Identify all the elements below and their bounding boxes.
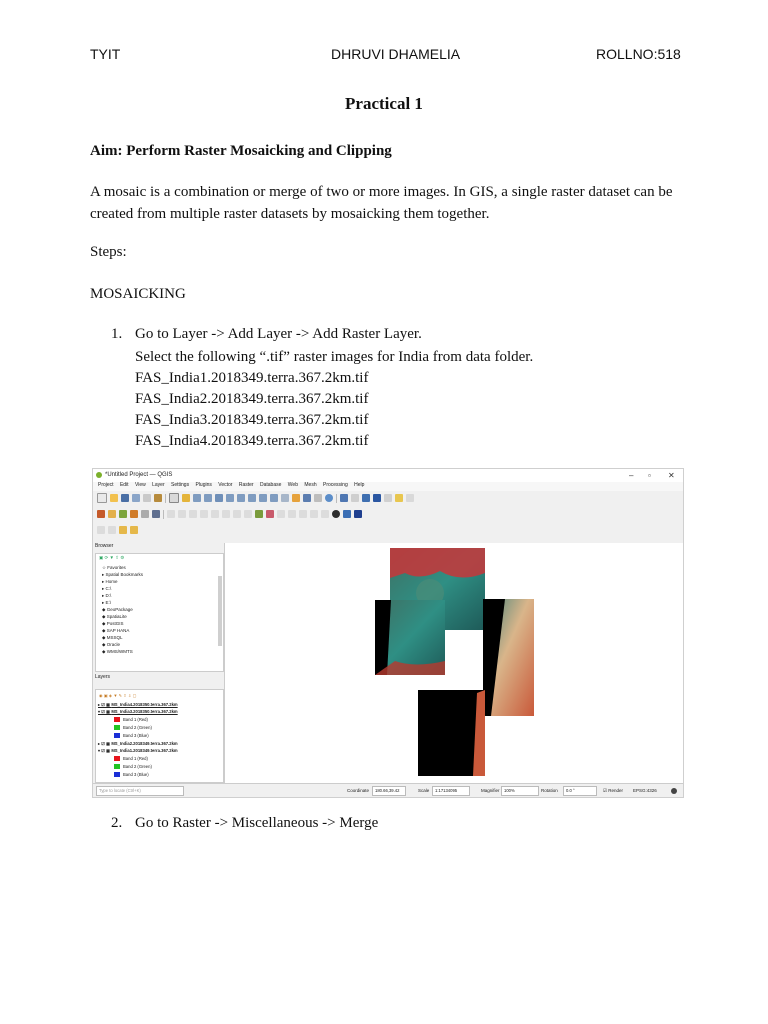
temporal-icon[interactable] (314, 494, 322, 502)
toolbar-separator (336, 494, 337, 503)
label-move-icon (277, 510, 285, 518)
menu-web[interactable]: Web (287, 482, 298, 488)
browser-toolbar: ▣ ⟳ ▼ ⇧ ⚙ (99, 555, 125, 560)
file-item: FAS_India2.2018349.terra.367.2km.tif (135, 391, 369, 407)
header-right: ROLLNO:518 (596, 46, 681, 62)
model-icon[interactable] (108, 526, 116, 534)
toolbar-separator (163, 510, 164, 519)
file-item: FAS_India4.2018349.terra.367.2km.tif (135, 433, 369, 449)
band-red-swatch (114, 756, 120, 761)
intro-paragraph (90, 181, 690, 225)
page-title: Practical 1 (345, 94, 423, 113)
zoom-native-icon[interactable] (248, 494, 256, 502)
magnifier-label: Magnifier (481, 788, 500, 793)
paste-icon (211, 510, 219, 518)
status-bar (93, 783, 683, 798)
menu-help[interactable]: Help (354, 482, 365, 488)
band-item: Band 1 (Red) (114, 717, 148, 722)
raster-mosaic (225, 543, 683, 783)
browser-item[interactable]: ◆ SAP HANA (102, 628, 130, 633)
zoom-out-icon[interactable] (204, 494, 212, 502)
label-pin-icon[interactable] (255, 510, 263, 518)
qgis-screenshot (92, 468, 684, 798)
aim-heading: Aim: Perform Raster Mosaicking and Clipping (90, 143, 392, 159)
diagram-tool-icon (321, 510, 329, 518)
band-green-swatch (114, 725, 120, 730)
browser-item[interactable]: ◆ PostGIS (102, 621, 124, 626)
menu-vector[interactable]: Vector (218, 482, 233, 488)
file-item: FAS_India3.2018349.terra.367.2km.tif (135, 412, 369, 428)
redo-icon (233, 510, 241, 518)
intro-line-1: A mosaic is a combination or merge of two or more images. In GIS, a single raster dataset can be (90, 184, 673, 200)
style-manager-icon[interactable] (154, 494, 162, 502)
menu-raster[interactable]: Raster (238, 482, 254, 488)
new-project-icon[interactable] (97, 493, 107, 503)
print-layout-icon[interactable] (143, 494, 151, 502)
menu-settings[interactable]: Settings (171, 482, 190, 488)
browser-item[interactable]: ◆ SpatiaLite (102, 614, 127, 619)
new-map-view-icon[interactable] (281, 494, 289, 502)
coordinate-label: Coordinate (347, 788, 370, 793)
band-item: Band 1 (Red) (114, 756, 148, 761)
data-source-manager-icon[interactable] (97, 510, 105, 518)
menu-project[interactable]: Project (98, 482, 114, 488)
browser-item[interactable]: ▸ Spatial Bookmarks (102, 572, 144, 577)
sum-sigma-icon[interactable] (373, 494, 381, 502)
annotation-icon[interactable] (395, 494, 403, 502)
map-canvas[interactable] (224, 543, 683, 783)
window-title: *Untitled Project — QGIS (105, 472, 173, 478)
toolbar-row-2 (97, 508, 362, 520)
processing-toolbox-icon[interactable] (97, 526, 105, 534)
band-red-swatch (114, 717, 120, 722)
render-checkbox[interactable]: ☑ Render (603, 788, 624, 793)
layers-panel-title: Layers (95, 674, 111, 680)
rotation-field[interactable]: 0.0 ° (563, 786, 597, 796)
menu-database[interactable]: Database (259, 482, 282, 488)
steps-label: Steps: (90, 244, 127, 260)
step-1-text: Go to Layer -> Add Layer -> Add Raster Layer. (135, 326, 422, 342)
minimize-button[interactable]: – (629, 471, 634, 480)
add-group-icon[interactable] (130, 526, 138, 534)
locator-search-input[interactable]: Type to locate (Ctrl+K) (96, 786, 184, 796)
menu-edit[interactable]: Edit (119, 482, 129, 488)
band-green-swatch (114, 764, 120, 769)
layer-item[interactable]: ▸ ☑ ▦ MS_India4.2018350.terra.367.2km (98, 702, 178, 707)
maximize-button[interactable]: ▫ (648, 471, 651, 480)
crs-button[interactable]: EPSG:4326 (633, 788, 657, 793)
identify-icon[interactable] (340, 494, 348, 502)
browser-panel (95, 553, 224, 672)
zoom-layer-icon[interactable] (237, 494, 245, 502)
copy-icon (200, 510, 208, 518)
browser-panel-title: Browser (95, 543, 114, 549)
browser-item[interactable]: ▸ Home (102, 579, 118, 584)
coordinate-field[interactable]: 180.66,39.42 (372, 786, 406, 796)
text-annotation-icon[interactable] (406, 494, 414, 502)
label-change-icon (299, 510, 307, 518)
plugin-icon[interactable] (343, 510, 351, 518)
open-folder-icon[interactable] (110, 494, 118, 502)
pan-hand-icon[interactable] (169, 493, 179, 503)
rotation-label: Rotation (541, 788, 558, 793)
refresh-icon[interactable] (325, 494, 333, 502)
browser-item[interactable]: ☆ Favorites (102, 565, 126, 570)
label-highlight-icon[interactable] (266, 510, 274, 518)
select-icon[interactable] (351, 494, 359, 502)
close-button[interactable]: ✕ (668, 471, 675, 480)
zoom-last-icon[interactable] (259, 494, 267, 502)
band-blue-swatch (114, 733, 120, 738)
move-feature-icon (167, 510, 175, 518)
raster-tile-west (375, 600, 445, 675)
scale-label: Scale (418, 788, 430, 793)
browser-item[interactable]: ▸ D:\ (102, 593, 112, 598)
metasearch-icon[interactable] (354, 510, 362, 518)
zoom-selection-icon[interactable] (226, 494, 234, 502)
messages-icon[interactable] (671, 788, 677, 794)
menu-plugins[interactable]: Plugins (195, 482, 212, 488)
browser-item[interactable]: ◆ GeoPackage (102, 607, 133, 612)
layer-item[interactable]: ▾ ☑ ▦ MS_India1.2018349.terra.367.2km (98, 748, 178, 753)
menu-layer[interactable]: Layer (152, 482, 165, 488)
label-show-hide-icon (310, 510, 318, 518)
step-1-detail: Select the following “.tif” raster images for India from data folder. (135, 349, 534, 365)
raster-tile-south (418, 690, 485, 776)
toolbar-row-3 (97, 524, 138, 536)
menu-view[interactable]: View (134, 482, 146, 488)
browser-item[interactable]: ◆ WMS/WMTS (102, 649, 133, 654)
bookmark-icon[interactable] (292, 494, 300, 502)
undo-icon (222, 510, 230, 518)
label-tool-icon (244, 510, 252, 518)
browser-item[interactable]: ◆ MSSQL (102, 635, 123, 640)
measure-icon[interactable] (384, 494, 392, 502)
label-rotate-icon (288, 510, 296, 518)
band-blue-swatch (114, 772, 120, 777)
menu-mesh[interactable]: Mesh (304, 482, 317, 488)
band-item: Band 3 (Blue) (114, 733, 149, 738)
intro-line-2: created from multiple raster datasets by mosaicking them together. (90, 206, 490, 222)
zoom-in-icon[interactable] (193, 494, 201, 502)
zoom-full-icon[interactable] (215, 494, 223, 502)
new-shapefile-icon[interactable] (108, 510, 116, 518)
step-2-number: 2. (111, 815, 123, 831)
show-bookmarks-icon[interactable] (303, 494, 311, 502)
raster-tile-east (483, 599, 534, 716)
save-as-icon[interactable] (132, 494, 140, 502)
band-item: Band 2 (Green) (114, 764, 152, 769)
browser-item[interactable]: ▸ C:\ (102, 586, 112, 591)
layers-toolbar: ◉ ▣ ◈ ▼ ✎ ⇧ ⇩ ▢ (99, 693, 137, 698)
zoom-next-icon[interactable] (270, 494, 278, 502)
band-item: Band 2 (Green) (114, 725, 152, 730)
toolbar-separator (165, 494, 166, 503)
edit-pencil-icon[interactable] (130, 510, 138, 518)
add-feature-icon[interactable] (141, 510, 149, 518)
menu-processing[interactable]: Processing (323, 482, 348, 488)
step-1-number: 1. (111, 326, 123, 342)
add-layer-icon[interactable] (119, 526, 127, 534)
save-icon[interactable] (121, 494, 129, 502)
digitize-icon[interactable] (119, 510, 127, 518)
browser-scrollbar[interactable] (218, 576, 222, 646)
qgis-logo-icon (96, 472, 102, 478)
delete-feature-icon (178, 510, 186, 518)
header-left: TYIT (90, 46, 121, 62)
vertex-tool-icon[interactable] (152, 510, 160, 518)
cut-icon (189, 510, 197, 518)
python-console-icon[interactable] (332, 510, 340, 518)
band-item: Band 3 (Blue) (114, 772, 149, 777)
pan-to-selection-icon[interactable] (182, 494, 190, 502)
step-2-text: Go to Raster -> Miscellaneous -> Merge (135, 815, 379, 831)
settings-gear-icon[interactable] (362, 494, 370, 502)
scale-field[interactable]: 1:17134095 (432, 786, 470, 796)
browser-item[interactable]: ▸ E:\ (102, 600, 112, 605)
browser-item[interactable]: ◆ Oracle (102, 642, 120, 647)
header-center: DHRUVI DHAMELIA (331, 46, 461, 62)
file-item: FAS_India1.2018349.terra.367.2km.tif (135, 370, 369, 386)
layer-item[interactable]: ▸ ☑ ▦ MS_India2.2018349.terra.367.2km (98, 741, 178, 746)
menu-bar (93, 482, 683, 491)
section-heading: MOSAICKING (90, 286, 186, 302)
toolbar-row-1 (97, 492, 414, 504)
layers-panel (95, 689, 224, 783)
magnifier-field[interactable]: 100% (501, 786, 539, 796)
layer-item[interactable]: ▾ ☑ ▦ MS_India3.2018350.terra.367.2km (98, 709, 178, 714)
window-titlebar (93, 469, 683, 482)
